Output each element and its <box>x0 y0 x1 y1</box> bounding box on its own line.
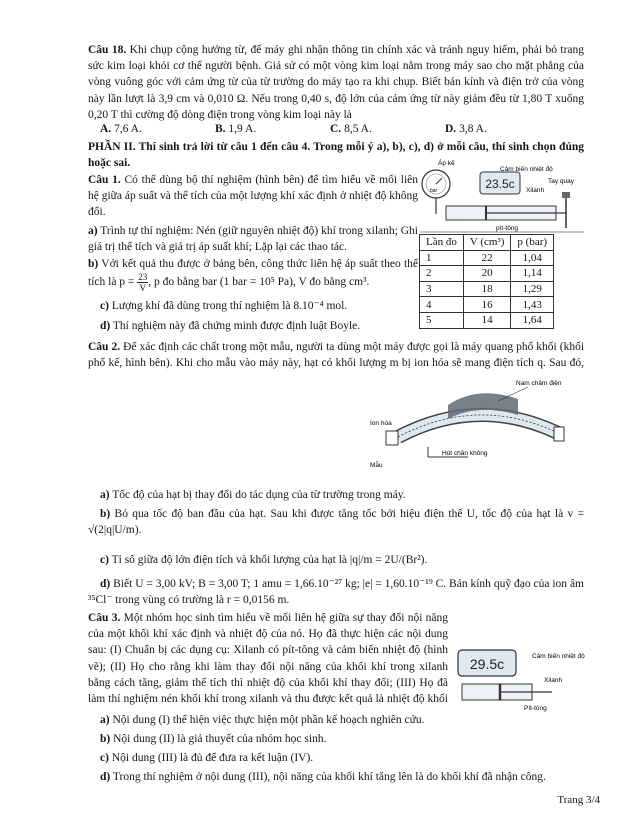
question-c3-intro <box>88 610 448 706</box>
sensor-label: Cảm biến nhiệt độ <box>500 166 553 173</box>
question-c2-intro-wrap <box>88 371 360 484</box>
page-number: Trang 3/4 <box>557 794 600 806</box>
option-b: B. 1,9 A. <box>215 123 257 135</box>
c2-statement-b: b) Bỏ qua tốc độ ban đầu của hạt. Sau khi được tăng tốc bởi hiệu điện thế U, tốc độ của hạt là v = √(2|q|U/m). <box>88 508 585 537</box>
gauge-unit-label: bar <box>430 188 438 194</box>
question-c2-intro-top <box>88 339 584 373</box>
gauge-label: Áp kế <box>438 160 455 167</box>
c2-mass-spectrometer-figure <box>368 375 584 475</box>
table-header: Lần đo <box>420 235 464 251</box>
c1-formula-fraction: $\frac{23}{V}$ <box>138 272 148 294</box>
c3-cylinder-label: Xilanh <box>544 677 563 684</box>
c1-label: Câu 1. <box>88 174 121 186</box>
piston-label: pít-tông <box>496 225 519 232</box>
table-row: 4 16 1,43 <box>420 297 554 313</box>
option-c: C. 8,5 A. <box>330 123 372 135</box>
c2-label: Câu 2. <box>88 341 121 353</box>
c3-sensor-label: Cảm biến nhiệt độ <box>532 653 585 660</box>
c3-apparatus-figure <box>452 646 588 712</box>
table-header: V (cm³) <box>463 235 511 251</box>
sample-label: Mẫu <box>370 462 383 469</box>
option-a: A. 7,6 A. <box>100 123 142 135</box>
c2-statement-c: c) Tỉ số giữa độ lớn điện tích và khối lượng của hạt là |q|/m = 2U/(Br²). <box>100 554 428 566</box>
question-18-text: Khi chụp cộng hưởng từ, để máy ghi nhận thông tin chính xác và tránh nguy hiểm, phải bỏ trang sức kim loại khỏi cơ thể người bệnh. Giả sử có một vòng kim loại nằm trong máy sao cho mặt phẳng của vòng vuông góc với cảm ứng từ của từ trường do máy tạo ra khi chụp. Biết bán kính và điện trở của vòng này lần lượt là 3,9 cm và 0,010 Ω. Nếu trong 0,40 s, độ lớn của cảm ứng từ này giảm đều từ 1,80 T xuống 0,20 T thì cường độ dòng điện trong vòng kim loại này là <box>88 44 584 121</box>
magnet-label: Nam châm điện <box>516 380 562 387</box>
c1-temperature-display: 23.5c <box>485 177 515 191</box>
part-2-heading: PHẦN II. Thí sinh trả lời từ câu 1 đến câu 4. Trong mỗi ý a), b), c), d) ở mỗi câu, thí sinh chọn đúng hoặc sai. <box>88 141 584 170</box>
c3-statement-c: c) Nội dung (III) là đủ để đưa ra kết luận (IV). <box>100 752 314 764</box>
c2-statement-a: a) Tốc độ của hạt bị thay đổi do tác dụng của từ trường trong máy. <box>100 489 406 501</box>
c1-statement-a: a) Trình tự thí nghiệm: Nén (giữ nguyên nhiệt độ) khí trong xilanh; Ghi giá trị thể tích và giá trị áp suất khí; Lặp lại các thao tác. <box>88 225 418 254</box>
c3-intro-text: Một nhóm học sinh tìm hiểu về mối liên hệ giữa sự thay đổi nội năng của một khối khí xác định và nhiệt độ của nó. Họ đã thực hiện các nội dung sau: (I) Chuẩn bị các dụng cụ: Xilanh có pít-tông và cảm biến nhiệt độ (hình vẽ); (II) Họ cho rằng khi làm thay đổi nội năng của khối khí trong xilanh bằng cách tăng, giảm thể tích thì nhiệt độ của khối khí thay đổi; (III) Họ đã làm thí nghiệm nén khối khí trong xilanh và thu được kết quả là nhiệt độ khối <box>88 612 448 706</box>
table-header: p (bar) <box>511 235 554 251</box>
c3-statement-b: b) Nội dung (II) là giả thuyết của nhóm học sinh. <box>100 733 327 745</box>
c1-data-table <box>419 234 554 329</box>
c3-piston-label: Pít-tông <box>524 705 547 712</box>
vacuum-label: Hút chân không <box>442 450 488 457</box>
ionization-label: Ion hóa <box>370 420 392 427</box>
c1-apparatus-figure <box>416 158 588 234</box>
c3-temperature-display: 29.5c <box>469 656 505 672</box>
question-c1-intro <box>88 172 418 221</box>
table-row: 1 22 1,04 <box>420 250 554 266</box>
c1-statement-c: c) Lượng khí đã dùng trong thí nghiệm là 8.10⁻⁴ mol. <box>100 300 348 312</box>
c2-intro-text: Để xác định các chất trong một mẫu, người ta dùng một máy được gọi là máy quang phổ khối (khối phổ kế, hình bên). Khi cho mẫu vào máy này, hạt có khối lượng m bị ion hóa sẽ mang điện tích q. Sau đó, <box>88 341 584 370</box>
question-18-label: Câu 18. <box>88 44 127 56</box>
table-row: 5 14 1,64 <box>420 312 554 328</box>
c1-statement-b: b) Với kết quả thu được ở bảng bên, công thức liên hệ áp suất theo thể tích là p = $\frac{23}{V}$ , p đo bằng bar (1 bar = 10⁵ Pa), V đo bằng cm³. <box>88 258 418 294</box>
handle-label: Tay quay <box>548 178 575 185</box>
cylinder-label: Xilanh <box>526 187 545 194</box>
table-row: 2 20 1,14 <box>420 266 554 282</box>
table-row: 3 18 1,29 <box>420 281 554 297</box>
c2-statement-d: d) Biết U = 3,00 kV; B = 3,00 T; 1 amu = 1,66.10⁻²⁷ kg; |e| = 1,60.10⁻¹⁹ C. Bán kính quỹ đạo của ion âm ³⁵Cl⁻ trong vùng có trường là r = 0,0156 m. <box>88 578 585 607</box>
c3-statement-a: a) Nội dung (I) thể hiện việc thực hiện một phần kế hoạch nghiên cứu. <box>100 714 425 726</box>
c3-label: Câu 3. <box>88 612 121 624</box>
question-18 <box>88 42 584 123</box>
c1-intro-text: Có thể dùng bộ thí nghiệm (hình bên) để tìm hiểu về mối liên hệ giữa áp suất và thể tích của một lượng khí xác định ở nhiệt độ không đổi. <box>88 174 419 219</box>
c3-statement-d: d) Trong thí nghiệm ở nội dung (III), nội năng của khối khí tăng lên là do khối khí đã nhận công. <box>100 771 546 783</box>
c1-statement-d: d) Thí nghiệm này đã chứng minh được định luật Boyle. <box>100 320 361 332</box>
question-18-options <box>100 123 560 135</box>
option-d: D. 3,8 A. <box>445 123 487 135</box>
